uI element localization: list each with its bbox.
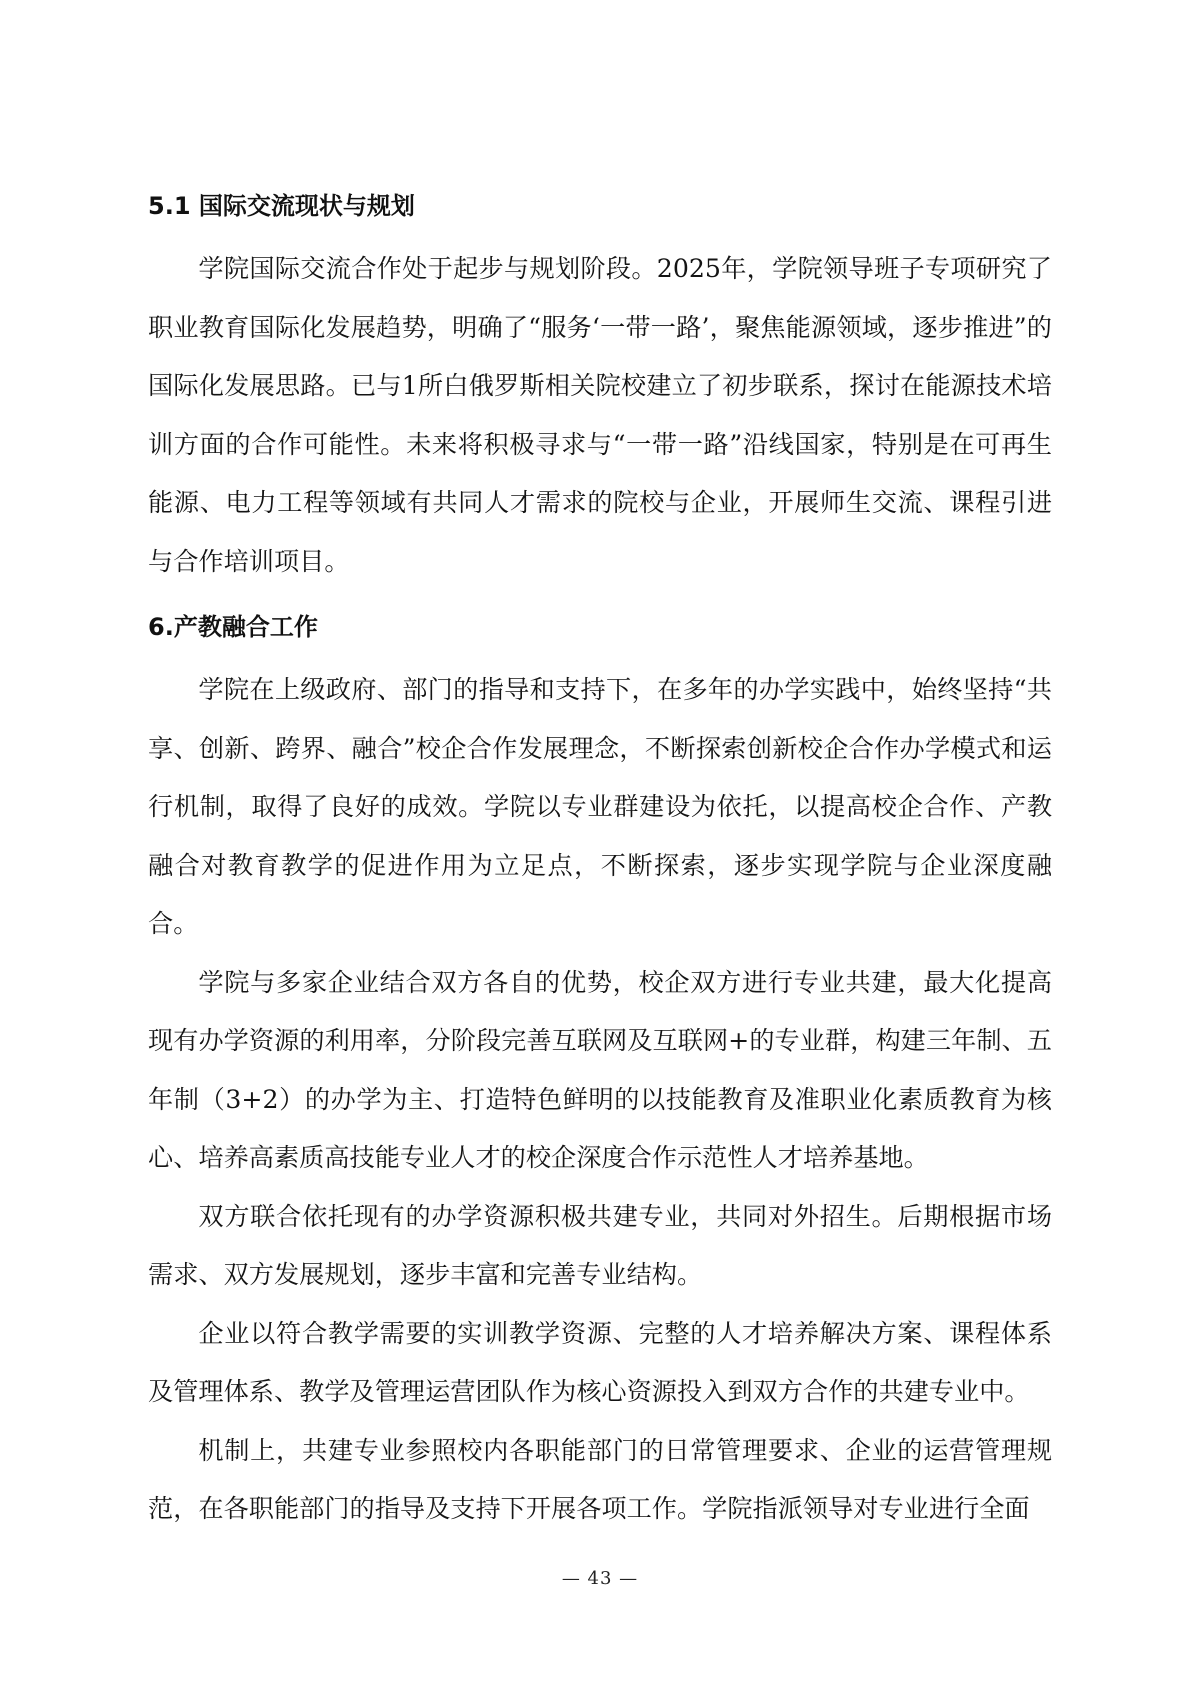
paragraph-6-1: 学院在上级政府、部门的指导和支持下，在多年的办学实践中，始终坚持“共享、创新、跨界、融合”校企合作发展理念，不断探索创新校企合作办学模式和运行机制，取得了良好的成效。学院以专业群建设为依托，以提高校企合作、产教融合对教育教学的促进作用为立足点，不断探索，逐步实现学院与企业深度融合。 [148,675,1052,938]
paragraph-6-3: 双方联合依托现有的办学资源积极共建专业，共同对外招生。后期根据市场需求、双方发展规划，逐步丰富和完善专业结构。 [148,1201,1052,1289]
paragraph-6-4: 企业以符合教学需要的实训教学资源、完整的人才培养解决方案、课程体系及管理体系、教学及管理运营团队作为核心资源投入到双方合作的共建专业中。 [148,1318,1052,1406]
section-heading-6: 6.产教融合工作 [148,613,318,641]
paragraph-5-1-1: 学院国际交流合作处于起步与规划阶段。2025年，学院领导班子专项研究了职业教育国际化发展趋势，明确了“服务‘一带一路’，聚焦能源领域，逐步推进”的国际化发展思路。已与1所白俄罗斯相关院校建立了初步联系，探讨在能源技术培训方面的合作可能性。未来将积极寻求与“一带一路”沿线国家，特别是在可再生能源、电力工程等领域有共同人才需求的院校与企业，开展师生交流、课程引进与合作培训项目。 [148,254,1052,576]
page-number: — 43 — [561,1568,639,1589]
section-heading-5-1: 5.1 国际交流现状与规划 [148,192,415,220]
paragraph-6-5: 机制上，共建专业参照校内各职能部门的日常管理要求、企业的运营管理规范，在各职能部门的指导及支持下开展各项工作。学院指派领导对专业进行全面 [148,1435,1052,1523]
page-content [148,186,1052,1539]
paragraph-6-2: 学院与多家企业结合双方各自的优势，校企双方进行专业共建，最大化提高现有办学资源的利用率，分阶段完善互联网及互联网+的专业群，构建三年制、五年制（3+2）的办学为主、打造特色鲜明的以技能教育及准职业化素质教育为核心、培养高素质高技能专业人才的校企深度合作示范性人才培养基地。 [148,967,1052,1172]
